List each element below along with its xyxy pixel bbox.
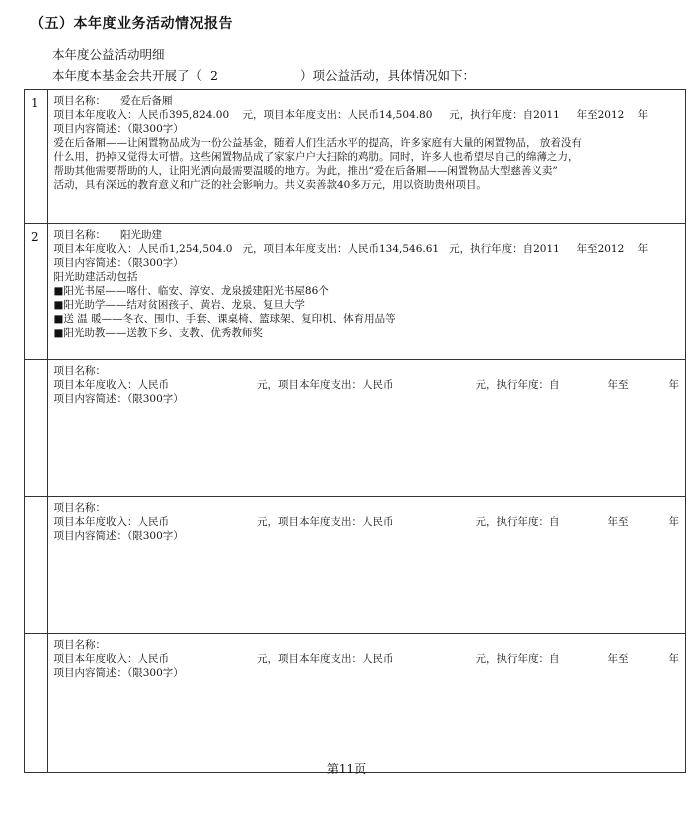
row-index: 1 <box>25 90 48 224</box>
project-finance-line: 项目本年度收入：人民币395,824.00 元，项目本年度支出：人民币14,504.80 元，执行年度：自2011 年至2012 年 <box>53 109 649 121</box>
project-description: 阳光助建活动包括 ■阳光书屋——喀什、临安、淳安、龙泉援建阳光书屋86个 ■阳光助学——结对贫困孩子、黄岩、龙泉、复旦大学 ■送 温 暖——冬衣、围巾、手套、课桌椅、篮球架、复印机、体育用品等 ■阳光助教——送教下乡、支教、优秀教师奖 <box>53 271 396 339</box>
project-finance-line: 项目本年度收入：人民币 元，项目本年度支出：人民币 元，执行年度：自 年至 年 <box>53 653 679 665</box>
project-name-line: 项目名称： <box>53 365 106 377</box>
project-description: 爱在后备厢——让闲置物品成为一份公益基金，随着人们生活水平的提高，许多家庭有大量的闲置物品， 放着没有 什么用，扔掉又觉得太可惜。这些闲置物品成了家家户户大扫除的鸡肋。同时，许多人也希望尽自己的绵薄之力， 帮助其他需要帮助的人，让阳光洒向最需要温暖的地方。为此，推出“爱在后备厢——闲置物品大型慈善义卖” 活动，具有深远的教育意义和广泛的社会影响力。共义卖善款40多万元，用以资助贵州项目。 <box>53 137 582 191</box>
intro-line-2 <box>52 66 475 84</box>
activity-count: 2 <box>210 68 218 83</box>
project-name-line: 项目名称： <box>53 639 106 651</box>
end-year: 2012 <box>597 243 625 255</box>
start-year: 2011 <box>533 109 560 121</box>
project-expense: 134,546.61 <box>378 243 440 255</box>
project-summary-label: 项目内容简述：（限300字） <box>53 257 184 269</box>
start-year: 2011 <box>533 243 560 255</box>
row-index: 2 <box>25 224 48 360</box>
page-number: 第11页 <box>326 762 367 776</box>
project-cell <box>47 497 686 634</box>
intro-line-1: 本年度公益活动明细 <box>52 47 165 62</box>
end-year: 2012 <box>597 109 625 121</box>
table-row <box>25 90 686 224</box>
project-summary-label: 项目内容简述：（限300字） <box>53 667 184 679</box>
project-income: 1,254,504.0 <box>169 243 233 255</box>
project-finance-line: 项目本年度收入：人民币1,254,504.0 元，项目本年度支出：人民币134,546.61 元，执行年度：自2011 年至2012 年 <box>53 243 649 255</box>
project-summary-label: 项目内容简述：（限300字） <box>53 530 184 542</box>
activity-table <box>24 89 686 773</box>
row-index <box>25 497 48 634</box>
project-finance-line: 项目本年度收入：人民币 元，项目本年度支出：人民币 元，执行年度：自 年至 年 <box>53 379 679 391</box>
table-row <box>25 634 686 773</box>
project-cell <box>47 634 686 773</box>
intro-prefix: 本年度本基金会共开展了（ <box>52 68 203 83</box>
section-heading: （五）本年度业务活动情况报告 <box>30 16 233 32</box>
project-name-line: 项目名称： <box>53 502 106 514</box>
project-summary-label: 项目内容简述：（限300字） <box>53 123 184 135</box>
table-row <box>25 497 686 634</box>
project-name: 阳光助建 <box>120 229 162 241</box>
project-name: 爱在后备厢 <box>120 95 173 107</box>
project-name-line: 项目名称： 阳光助建 <box>53 229 162 241</box>
row-index <box>25 360 48 497</box>
project-finance-line: 项目本年度收入：人民币 元，项目本年度支出：人民币 元，执行年度：自 年至 年 <box>53 516 679 528</box>
project-cell <box>47 90 686 224</box>
project-summary-label: 项目内容简述：（限300字） <box>53 393 184 405</box>
row-index <box>25 634 48 773</box>
project-cell <box>47 360 686 497</box>
project-name-line: 项目名称： 爱在后备厢 <box>53 95 173 107</box>
project-cell <box>47 224 686 360</box>
intro-suffix: ）项公益活动，具体情况如下： <box>300 68 476 83</box>
project-expense: 14,504.80 <box>378 109 433 121</box>
project-income: 395,824.00 <box>169 109 230 121</box>
table-row <box>25 224 686 360</box>
table-row <box>25 360 686 497</box>
